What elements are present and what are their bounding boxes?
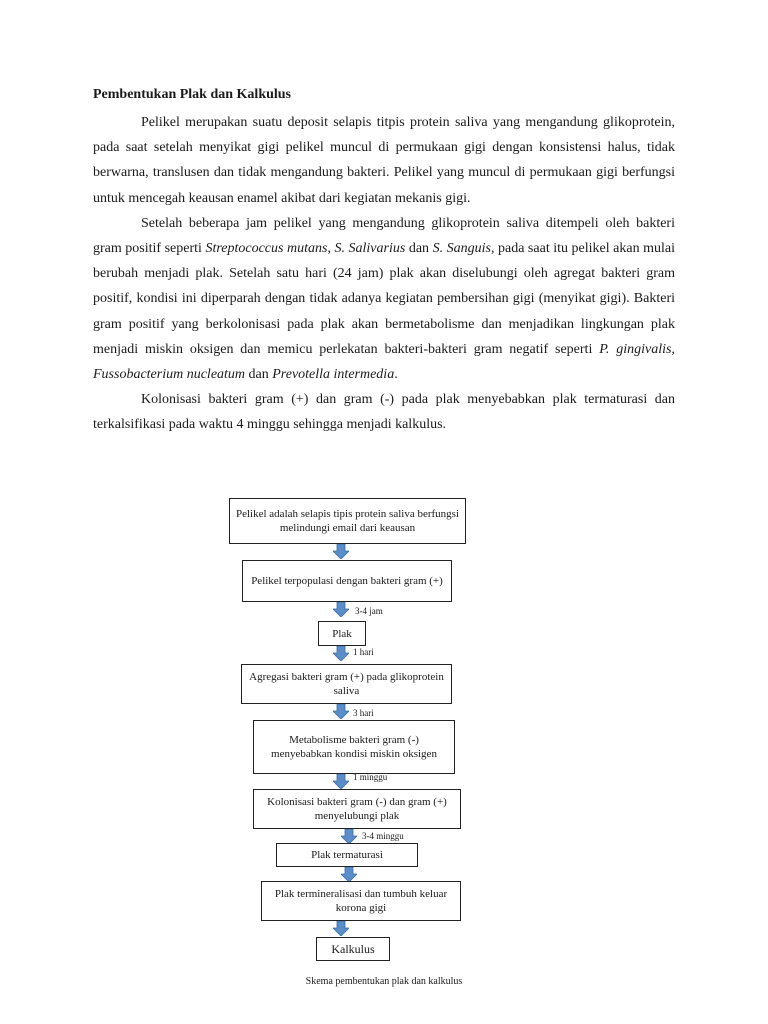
species-name: Streptococcus mutans [205, 241, 328, 257]
species-name: S. Sanguis [432, 241, 491, 257]
flow-box-kalkulus: Kalkulus [316, 937, 390, 961]
paragraph-3: Kolonisasi bakteri gram (+) dan gram (-) pada plak menyebabkan plak termaturasi dan terkalsifikasi pada waktu 4 minggu sehingga menjadi kalkulus. [93, 392, 675, 433]
separator: , [327, 241, 335, 257]
species-name: P. gingivalis [599, 341, 672, 357]
separator: dan [245, 367, 273, 383]
body-text [93, 110, 675, 438]
paragraph-2 [93, 211, 675, 387]
flow-box-pelikel-terpopulasi: Pelikel terpopulasi dengan bakteri gram (+) [242, 560, 452, 602]
duration-label: 3-4 jam [355, 606, 383, 616]
down-arrow-icon [333, 704, 349, 719]
down-arrow-icon [333, 602, 349, 617]
separator: dan [405, 241, 433, 257]
flow-box-agregasi: Agregasi bakteri gram (+) pada glikoprotein saliva [241, 664, 452, 704]
flow-box-plak: Plak [318, 621, 366, 646]
down-arrow-icon [333, 544, 349, 559]
down-arrow-icon [333, 774, 349, 789]
flow-box-plak-termineralisasi: Plak termineralisasi dan tumbuh keluar korona gigi [261, 881, 461, 921]
flow-box-metabolisme: Metabolisme bakteri gram (-) menyebabkan kondisi miskin oksigen [253, 720, 455, 774]
paragraph-2-text: Setelah beberapa jam pelikel yang mengandung glikoprotein saliva ditempeli oleh bakteri gram positif seperti [93, 215, 675, 257]
section-heading: Pembentukan Plak dan Kalkulus [93, 87, 292, 102]
duration-label: 3-4 minggu [362, 831, 404, 841]
down-arrow-icon [333, 921, 349, 936]
duration-label: 1 minggu [353, 772, 388, 782]
separator: , [671, 341, 676, 357]
down-arrow-icon [341, 829, 357, 844]
separator: . [394, 367, 398, 383]
paragraph-1: Pelikel merupakan suatu deposit selapis titpis protein saliva yang mengandung glikoprotein, pada saat setelah menyikat gigi pelikel muncul di permukaan gigi dengan konsistensi halus, tidak berwarna, translusen dan tidak mengandung bakteri. Pelikel yang muncul di permukaan gigi berfungsi untuk mencegah keausan enamel akibat dari kegiatan mekanis gigi. [93, 115, 675, 206]
down-arrow-icon [333, 646, 349, 661]
figure-caption: Skema pembentukan plak dan kalkulus [305, 976, 463, 987]
species-name: Prevotella intermedia [272, 367, 395, 383]
flow-box-pelikel: Pelikel adalah selapis tipis protein saliva berfungsi melindungi email dari keausan [229, 498, 466, 544]
duration-label: 3 hari [353, 708, 374, 718]
down-arrow-icon [341, 867, 357, 882]
paragraph-2-text: , pada saat itu pelikel akan mulai berubah menjadi plak. Setelah satu hari (24 jam) plak akan diselubungi oleh agregat bakteri gram positif, kondisi ini diperparah dengan tidak adanya kegiatan pembersihan gigi (menyikat gigi). Bakteri gram positif yang berkolonisasi pada plak akan bermetabolisme dan menjadikan lingkungan plak menjadi miskin oksigen dan memicu perlekatan bakteri-bakteri gram negatif seperti [93, 241, 676, 357]
flow-box-kolonisasi: Kolonisasi bakteri gram (-) dan gram (+) menyelubungi plak [253, 789, 461, 829]
species-name: S. Salivarius [334, 241, 406, 257]
species-name: Fussobacterium nucleatum [93, 367, 246, 383]
duration-label: 1 hari [353, 647, 374, 657]
flow-box-plak-termaturasi: Plak termaturasi [276, 843, 418, 867]
